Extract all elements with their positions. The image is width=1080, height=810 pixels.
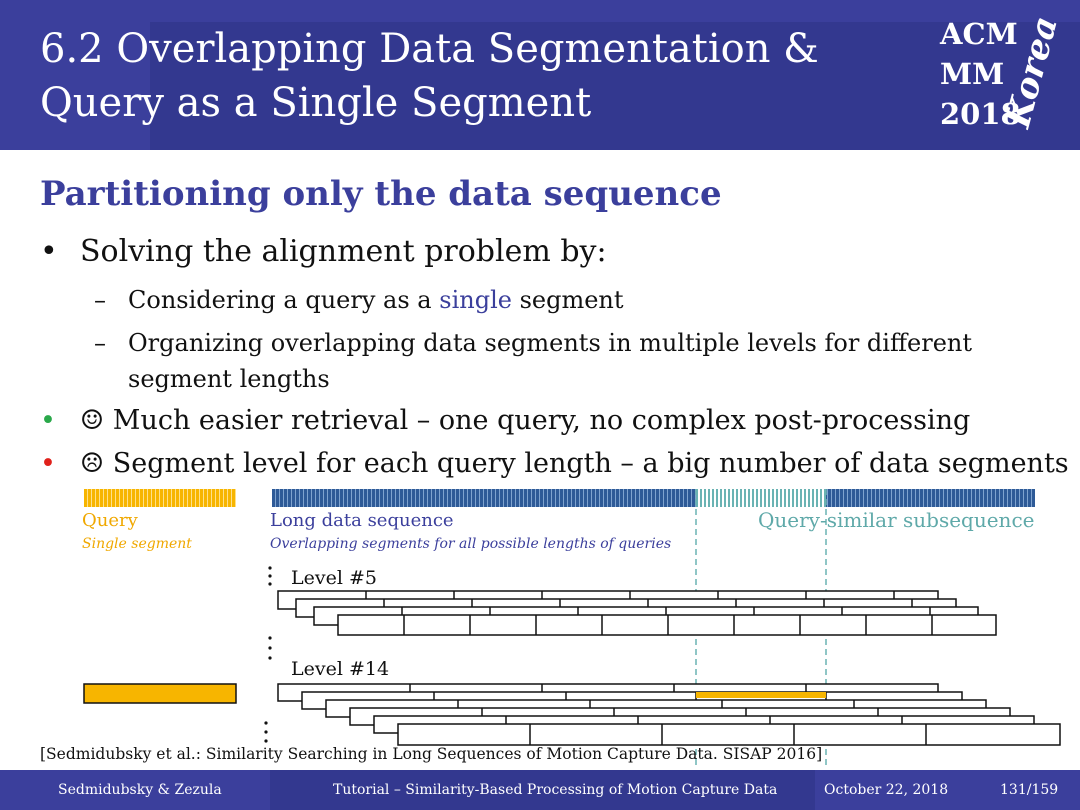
- section-heading: Partitioning only the data sequence: [40, 174, 722, 214]
- slide-title-line1: 6.2 Overlapping Data Segmentation &: [40, 26, 819, 72]
- query-segment: [84, 684, 236, 703]
- query-label: Query: [82, 510, 138, 531]
- footer-page-number: 131/159: [1000, 782, 1059, 798]
- bullet-main-text: Solving the alignment problem by:: [80, 234, 607, 269]
- title-bar: [0, 0, 1080, 150]
- matching-segment: [696, 692, 826, 698]
- similar-subsequence-bar: [696, 489, 826, 507]
- slide-title: [40, 22, 890, 130]
- sub-bullet-1-pre: Considering a query as a: [128, 286, 440, 314]
- logo-korea-text: Korea: [998, 12, 1066, 132]
- level-14-label: Level #14: [291, 658, 390, 680]
- logo-acm: ACM: [940, 17, 1018, 51]
- logo-year: 2018: [940, 97, 1021, 131]
- dash-icon: –: [94, 286, 106, 314]
- level-14-rows: [278, 684, 1060, 745]
- footer-tutorial: Tutorial – Similarity-Based Processing of Motion Capture Data: [333, 782, 778, 798]
- data-sequence-bar: [272, 489, 1035, 507]
- sub-bullet-2-text: Organizing overlapping data segments in multiple levels for different segment lengths: [128, 329, 972, 393]
- data-sequence-label: Long data sequence: [270, 510, 454, 531]
- citation: [Sedmidubsky et al.: Similarity Searching in Long Sequences of Motion Capture Data. SISAP 2016]: [40, 745, 823, 763]
- level-5-label: Level #5: [291, 567, 377, 589]
- sub-bullet-1-post: segment: [511, 286, 624, 314]
- bullet-dot-red: •: [40, 448, 56, 479]
- similar-subsequence-label: Query-similar subsequence: [758, 508, 1035, 532]
- footer-authors: Sedmidubsky & Zezula: [58, 782, 222, 798]
- data-sequence-sublabel: Overlapping segments for all possible lengths of queries: [270, 536, 672, 552]
- bullet-main: [40, 234, 607, 269]
- sub-bullet-1-highlight: single: [439, 286, 512, 314]
- bullet-con-text: Segment level for each query length – a big number of data segments: [104, 448, 1069, 479]
- level-5-rows: [278, 591, 996, 635]
- footer-bar: [0, 770, 1080, 810]
- bullet-pro: [40, 405, 970, 436]
- bullet-dot-green: •: [40, 405, 56, 436]
- query-bar: [84, 489, 236, 507]
- sub-bullet-1-text: [128, 282, 1064, 318]
- dash-icon: –: [94, 329, 106, 357]
- logo-mm: MM: [940, 57, 1005, 91]
- logo-korea: [998, 12, 1066, 132]
- query-sublabel: Single segment: [82, 536, 192, 552]
- ellipsis-icons: [264, 566, 271, 742]
- footer-date: October 22, 2018: [824, 782, 949, 798]
- bullet-con: [40, 448, 1069, 479]
- smile-icon: ☺: [80, 405, 105, 436]
- slide-title-line2: Query as a Single Segment: [40, 80, 592, 126]
- sub-bullet-2: [94, 325, 1059, 397]
- bullet-dot: •: [40, 234, 58, 269]
- sub-bullet-1: [94, 282, 1064, 318]
- frown-icon: ☹: [80, 448, 105, 479]
- bullet-pro-text: Much easier retrieval – one query, no complex post-processing: [104, 405, 971, 436]
